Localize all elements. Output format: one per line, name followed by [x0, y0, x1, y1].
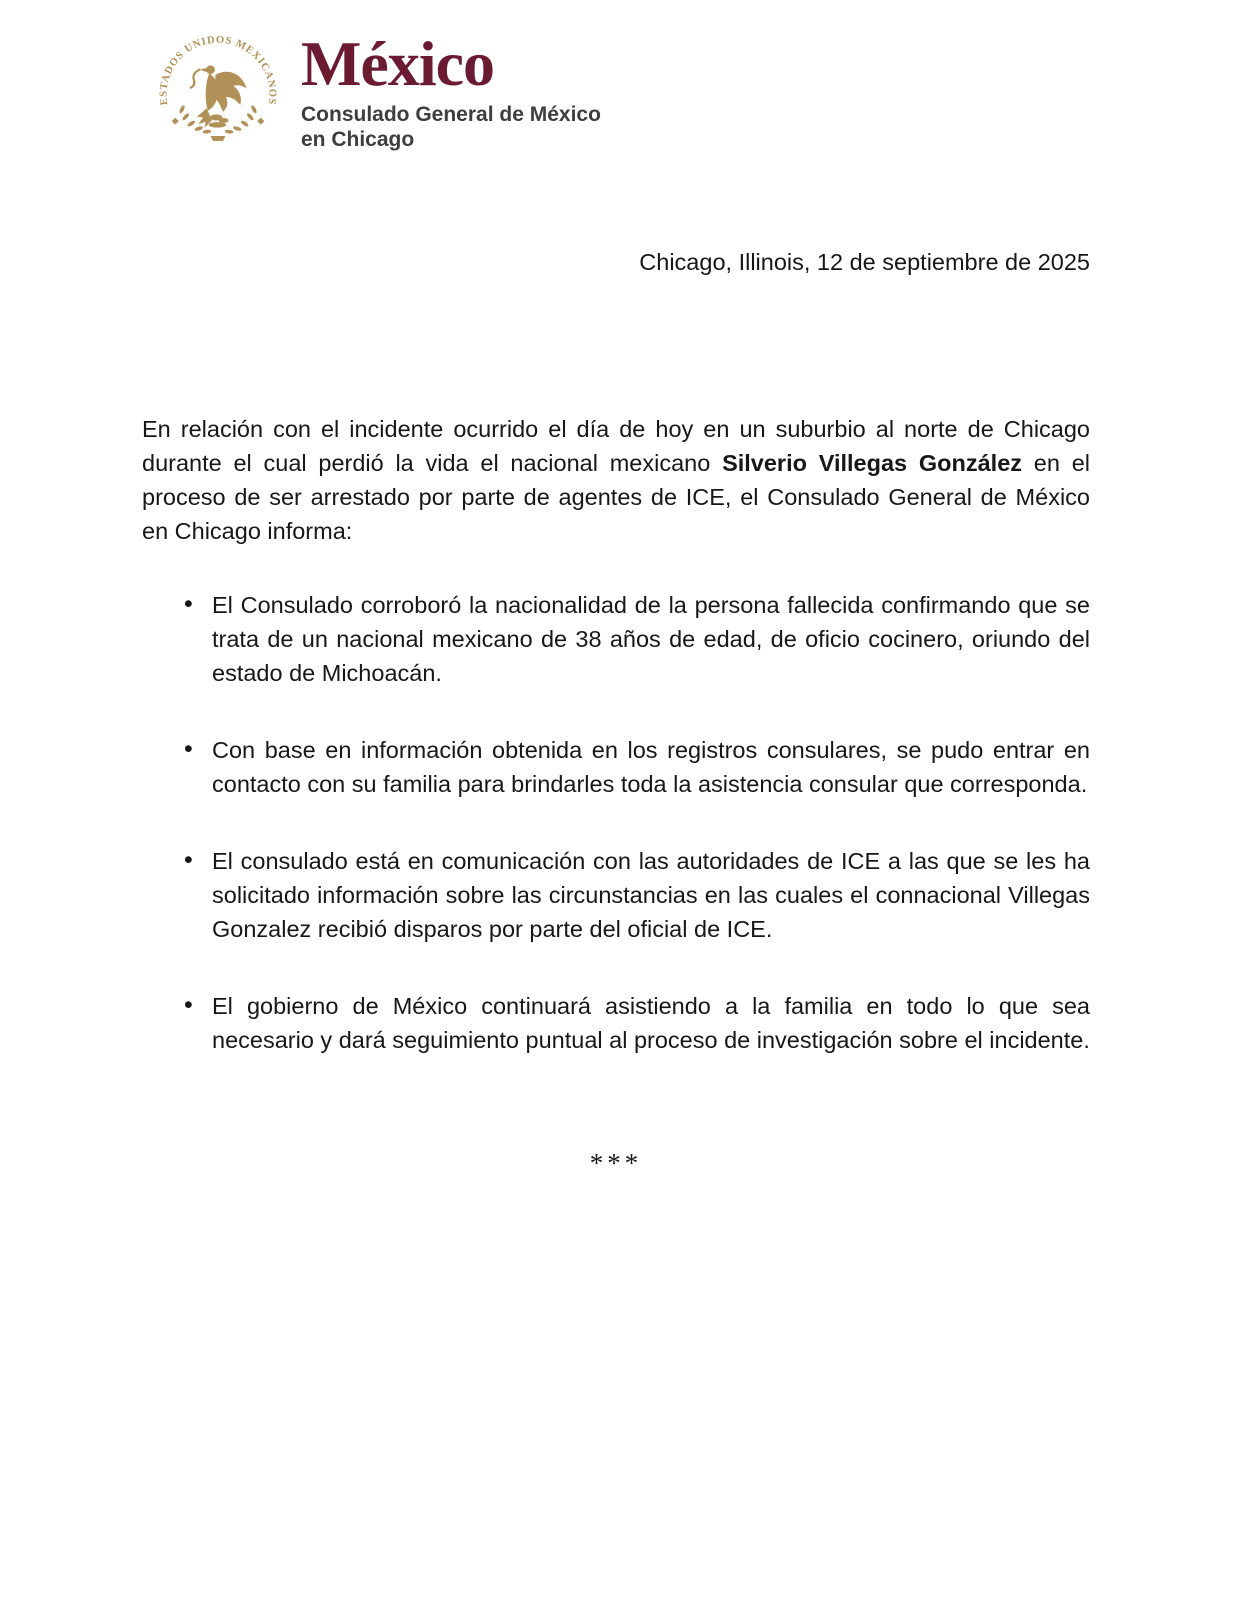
intro-text-after: en el proceso de ser arrestado por parte de agentes de ICE, el Consulado General de México en Chicago informa: — [142, 450, 1090, 544]
end-mark: *** — [589, 1148, 643, 1178]
press-release-body — [142, 412, 1090, 1100]
bullet-item-4: • El gobierno de México continuará asistiendo a la familia en todo lo que sea necesario y dará seguimiento puntual al proceso de investigación sobre el incidente. — [142, 989, 1090, 1057]
bullet-item-3: • El consulado está en comunicación con las autoridades de ICE a las que se les ha solicitado información sobre las circunstancias en las cuales el connacional Villegas Gonzalez recibió disparos por parte del oficial de ICE. — [142, 844, 1090, 946]
mexico-wordmark: México — [301, 28, 494, 99]
seal-ornament-right — [257, 118, 264, 125]
eagle-icon — [191, 65, 247, 128]
consulate-name-line1: Consulado General de México — [301, 103, 601, 126]
deceased-name: Silverio Villegas González — [722, 450, 1023, 476]
dateline: Chicago, Illinois, 12 de septiembre de 2025 — [639, 249, 1090, 275]
mexican-coat-of-arms-icon — [153, 30, 283, 154]
bullet-item-2: • Con base en información obtenida en los registros consulares, se pudo entrar en contacto con su familia para brindarles toda la asistencia consular que corresponda. — [142, 733, 1090, 801]
consulate-name-line2: en Chicago — [301, 128, 415, 151]
seal-ornament-left — [172, 118, 179, 125]
intro-text-before: En relación con el incidente ocurrido el día de hoy en un suburbio al norte de Chicago durante el cual perdió la vida el nacional mexicano — [142, 416, 1090, 476]
intro-paragraph — [142, 412, 1090, 548]
bullet-item-1: • El Consulado corroboró la nacionalidad de la persona fallecida confirmando que se trata de un nacional mexicano de 38 años de edad, de oficio cocinero, oriundo del estado de Michoacán. — [142, 588, 1090, 690]
bullet-list — [142, 588, 1090, 1057]
brand-column — [301, 30, 601, 152]
consulate-logo — [153, 30, 601, 154]
seal-ring-text: ESTADOS UNIDOS MEXICANOS — [158, 34, 278, 106]
consulate-name — [301, 102, 601, 152]
